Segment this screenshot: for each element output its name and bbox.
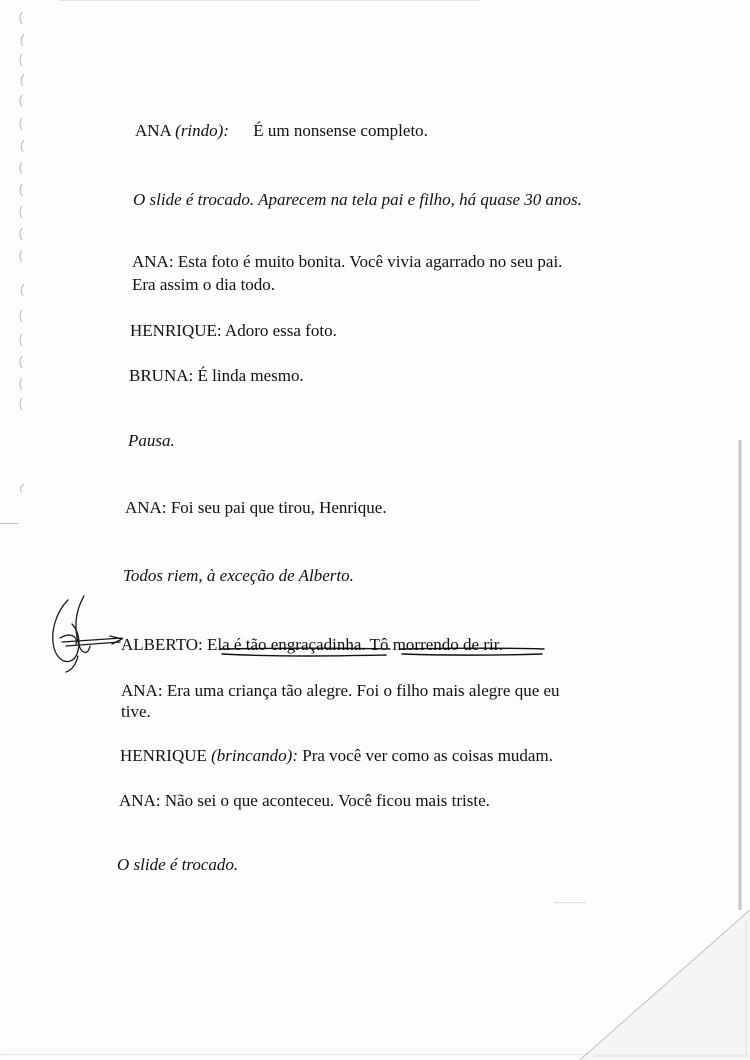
dialogue-text: É um nonsense completo. — [253, 121, 428, 140]
dialogue-ana-2-continued — [132, 274, 275, 295]
speaker-name: ANA: — [121, 681, 163, 700]
stage-direction: (rindo): — [175, 121, 229, 140]
dialogue-text: É linda mesmo. — [197, 366, 304, 385]
scan-artifact-left-mark — [0, 523, 18, 524]
stage-direction-pause — [128, 430, 175, 451]
dialogue-text: Esta foto é muito bonita. Você vivia agarrado no seu pai. — [177, 252, 563, 271]
stage-direction-text: O slide é trocado. Aparecem na tela pai e filho, há quase 30 anos. — [133, 190, 582, 209]
dialogue-text: Pra você ver como as coisas mudam. — [302, 746, 553, 765]
folded-corner-decoration — [570, 900, 750, 1060]
speaker-name: HENRIQUE: — [130, 321, 222, 340]
speaker-name: BRUNA: — [129, 366, 194, 385]
stage-direction-text: O slide é trocado. — [117, 855, 239, 874]
dialogue-text-continued: Era assim o dia todo. — [132, 275, 276, 294]
dialogue-ana-1 — [135, 120, 428, 141]
dialogue-henrique-1 — [130, 320, 337, 341]
speaker-name: ALBERTO: — [121, 635, 203, 654]
stage-direction-text: Pausa. — [128, 431, 175, 450]
dialogue-text-underlined-a: Ela é tão engraçadinha. — [207, 635, 366, 654]
speaker-name: ANA: — [125, 498, 167, 517]
dialogue-ana-5 — [119, 790, 490, 811]
binder-holes-decoration — [8, 0, 32, 520]
stage-direction-text: Todos riem, à exceção de Alberto. — [123, 566, 354, 585]
dialogue-ana-2 — [132, 251, 562, 272]
dialogue-text: Não sei o que aconteceu. Você ficou mais triste. — [164, 791, 490, 810]
dialogue-text-continued: tive. — [121, 702, 151, 721]
speaker-name: ANA: — [132, 252, 174, 271]
dialogue-text: Foi seu pai que tirou, Henrique. — [170, 498, 387, 517]
page-edge-shadow — [738, 440, 742, 910]
dialogue-henrique-2 — [120, 745, 553, 766]
dialogue-text-underlined-b: Tô morrendo de rir. — [369, 635, 503, 654]
stage-direction: (brincando): — [211, 746, 299, 765]
dialogue-bruna-1 — [129, 365, 304, 386]
dialogue-ana-4 — [121, 680, 560, 701]
handwritten-annotation-mark — [48, 592, 128, 674]
dialogue-ana-3 — [125, 497, 387, 518]
dialogue-ana-4-continued — [121, 701, 151, 722]
stage-direction-slide-change — [133, 189, 582, 210]
scan-artifact-top — [60, 0, 480, 4]
dialogue-text: Era uma criança tão alegre. Foi o filho mais alegre que eu — [166, 681, 560, 700]
speaker-name: ANA — [135, 121, 171, 140]
handwritten-underline — [218, 646, 548, 660]
speaker-name: HENRIQUE — [120, 746, 207, 765]
stage-direction-slide-change-2 — [117, 854, 238, 875]
stage-direction-laugh — [123, 565, 354, 586]
dialogue-text: Adoro essa foto. — [224, 321, 337, 340]
speaker-name: ANA: — [119, 791, 161, 810]
